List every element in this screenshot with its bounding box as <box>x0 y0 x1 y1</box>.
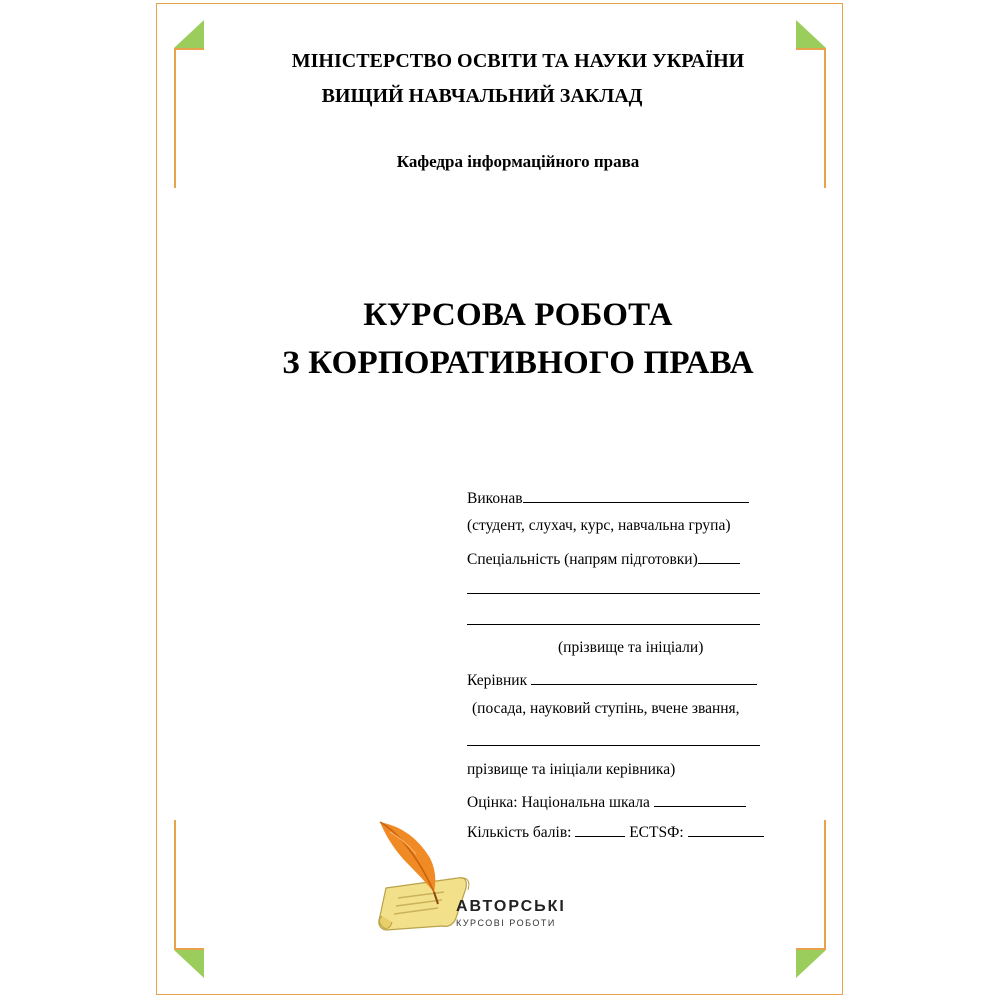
logo-title: АВТОРСЬКІ <box>456 898 566 915</box>
supervisor-row <box>467 669 757 690</box>
grade-row <box>467 791 746 812</box>
performer-row <box>467 487 749 508</box>
corner-triangle-icon <box>174 20 204 48</box>
corner-triangle-icon <box>796 20 826 48</box>
points-label: Кількість балів: <box>467 824 572 841</box>
grade-label: Оцінка: Національна шкала <box>467 794 650 811</box>
grade-blank <box>654 791 746 807</box>
ministry-heading: МІНІСТЕРСТВО ОСВІТИ ТА НАУКИ УКРАЇНИ <box>291 50 745 72</box>
specialty-label: Спеціальність (напрям підготовки) <box>467 551 698 568</box>
document-title-line2: З КОРПОРАТИВНОГО ПРАВА <box>282 345 754 381</box>
supervisor-hint: (посада, науковий ступінь, вчене звання, <box>472 700 740 717</box>
blank-line <box>467 609 760 630</box>
supervisor-hint-2: прізвище та ініціали керівника) <box>467 761 676 778</box>
name-hint: (прізвище та ініціали) <box>558 639 704 656</box>
specialty-row <box>467 548 740 569</box>
supervisor-blank <box>531 669 757 685</box>
department-heading: Кафедра інформаційного права <box>396 152 640 171</box>
blank-line <box>467 578 760 599</box>
supervisor-label: Керівник <box>467 672 528 689</box>
brand-logo <box>372 818 572 938</box>
performer-hint: (студент, слухач, курс, навчальна група) <box>467 517 731 534</box>
performer-blank <box>523 487 749 503</box>
ects-blank <box>688 821 764 837</box>
corner-triangle-icon <box>796 950 826 978</box>
logo-subtitle: КУРСОВІ РОБОТИ <box>456 918 556 928</box>
points-blank <box>575 821 625 837</box>
institution-heading: ВИЩИЙ НАВЧАЛЬНИЙ ЗАКЛАД <box>321 85 643 107</box>
corner-triangle-icon <box>174 950 204 978</box>
specialty-blank <box>698 548 740 564</box>
blank-line <box>467 730 760 751</box>
performer-label: Виконав <box>467 490 523 507</box>
ects-label: ECTSФ: <box>629 824 684 841</box>
document-title-line1: КУРСОВА РОБОТА <box>363 297 673 333</box>
